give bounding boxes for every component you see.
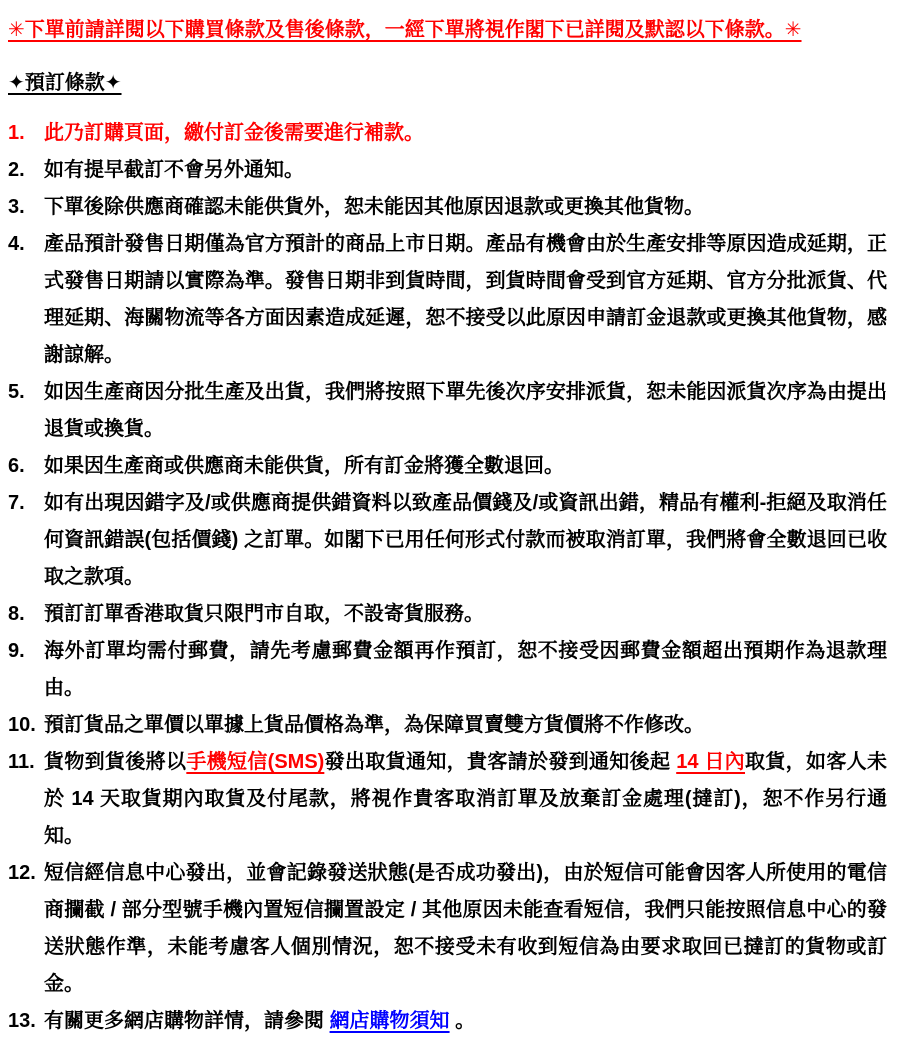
term-text-body — [44, 855, 887, 1003]
term-item — [8, 448, 887, 485]
term-number: 13. — [8, 1010, 36, 1032]
term-text-body — [44, 485, 887, 596]
term-text-segment: 有關更多網店購物詳情，請參閱 — [44, 1010, 330, 1032]
term-text-segment: 手機短信(SMS) — [186, 751, 325, 773]
term-text-body — [44, 707, 887, 744]
term-number: 3. — [8, 196, 25, 218]
term-text-segment: 貨物到貨後將以 — [44, 751, 187, 773]
term-text-body — [44, 596, 887, 633]
term-number: 9. — [8, 640, 25, 662]
term-item — [8, 226, 887, 374]
term-text-body — [44, 226, 887, 374]
term-text-segment: 如因生產商因分批生產及出貨，我們將按照下單先後次序安排派貨，恕未能因派貨次序為由提出退貨或換貨。 — [44, 381, 887, 440]
term-item — [8, 855, 887, 1003]
term-item — [8, 115, 887, 152]
terms-list — [8, 115, 887, 1040]
term-text-body — [44, 152, 887, 189]
term-text-segment: 短信經信息中心發出，並會記錄發送狀態(是否成功發出)，由於短信可能會因客人所使用的電信商攔截 / 部分型號手機內置短信攔置設定 / 其他原因未能查看短信，我們只能按照信息中心的發送狀態作準，未能考慮客人個別情況，恕不接受未有收到短信為由要求取回已撻訂的貨物或訂金。 — [44, 862, 887, 995]
term-item — [8, 374, 887, 448]
term-text-body — [44, 374, 887, 448]
term-text-segment: 14 日內 — [676, 751, 746, 773]
term-text-segment: 如有提早截訂不會另外通知。 — [44, 159, 304, 181]
term-number: 8. — [8, 603, 25, 625]
term-number: 2. — [8, 159, 25, 181]
term-text-segment: 如果因生產商或供應商未能供貨，所有訂金將獲全數退回。 — [44, 455, 564, 477]
preorder-terms-heading: ✦預訂條款✦ — [8, 72, 122, 94]
term-number: 4. — [8, 233, 25, 255]
term-number: 10. — [8, 714, 36, 736]
term-item — [8, 707, 887, 744]
term-item — [8, 189, 887, 226]
term-item — [8, 744, 887, 855]
term-number: 5. — [8, 381, 25, 403]
term-text-segment: 。 — [449, 1010, 476, 1032]
term-text-segment: 產品預計發售日期僅為官方預計的商品上市日期。產品有機會由於生產安排等原因造成延期，正式發售日期請以實際為準。發售日期非到貨時間，到貨時間會受到官方延期、官方分批派貨、代理延期、海關物流等各方面因素造成延遲，恕不接受以此原因申請訂金退款或更換其他貨物，感謝諒解。 — [44, 233, 887, 366]
term-text-body — [44, 744, 887, 855]
term-text-segment: 下單後除供應商確認未能供貨外，恕未能因其他原因退款或更換其他貨物。 — [44, 196, 704, 218]
term-number: 12. — [8, 862, 36, 884]
term-number: 6. — [8, 455, 25, 477]
term-text-body — [44, 115, 887, 152]
term-number: 1. — [8, 122, 25, 144]
purchase-notice-banner: ✳下單前請詳閱以下購買條款及售後條款，一經下單將視作閣下已詳閱及默認以下條款。✳ — [8, 19, 802, 41]
term-text-segment: 預訂訂單香港取貨只限門市自取，不設寄貨服務。 — [44, 603, 484, 625]
term-text-body — [44, 448, 887, 485]
term-item — [8, 152, 887, 189]
term-text-segment: 取貨，如客人未於 14 天取貨期內取貨及付尾款，將視作貴客取消訂單及放棄訂金處理(撻訂)，恕不作另行通知。 — [44, 751, 888, 847]
term-text-body — [44, 1003, 887, 1040]
term-text-body — [44, 633, 887, 707]
term-number: 11. — [8, 751, 35, 773]
term-number: 7. — [8, 492, 25, 514]
store-shopping-guide-link[interactable]: 網店購物須知 — [329, 1010, 450, 1032]
term-item — [8, 633, 887, 707]
term-item — [8, 485, 887, 596]
term-text-body — [44, 189, 887, 226]
term-text-segment: 海外訂單均需付郵費，請先考慮郵費金額再作預訂，恕不接受因郵費金額超出預期作為退款理由。 — [44, 640, 887, 699]
term-text-segment: 預訂貨品之單價以單據上貨品價格為準，為保障買賣雙方貨價將不作修改。 — [44, 714, 704, 736]
term-text-segment: 發出取貨通知，貴客請於發到通知後起 — [324, 751, 677, 773]
term-text-segment: 如有出現因錯字及/或供應商提供錯資料以致產品價錢及/或資訊出錯，精品有權利-拒絕及取消任何資訊錯誤(包括價錢) 之訂單。如閣下已用任何形式付款而被取消訂單，我們將會全數退回已收取之款項。 — [44, 492, 887, 588]
term-text-segment: 此乃訂購頁面，繳付訂金後需要進行補款。 — [44, 122, 424, 144]
term-item — [8, 1003, 887, 1040]
term-item — [8, 596, 887, 633]
